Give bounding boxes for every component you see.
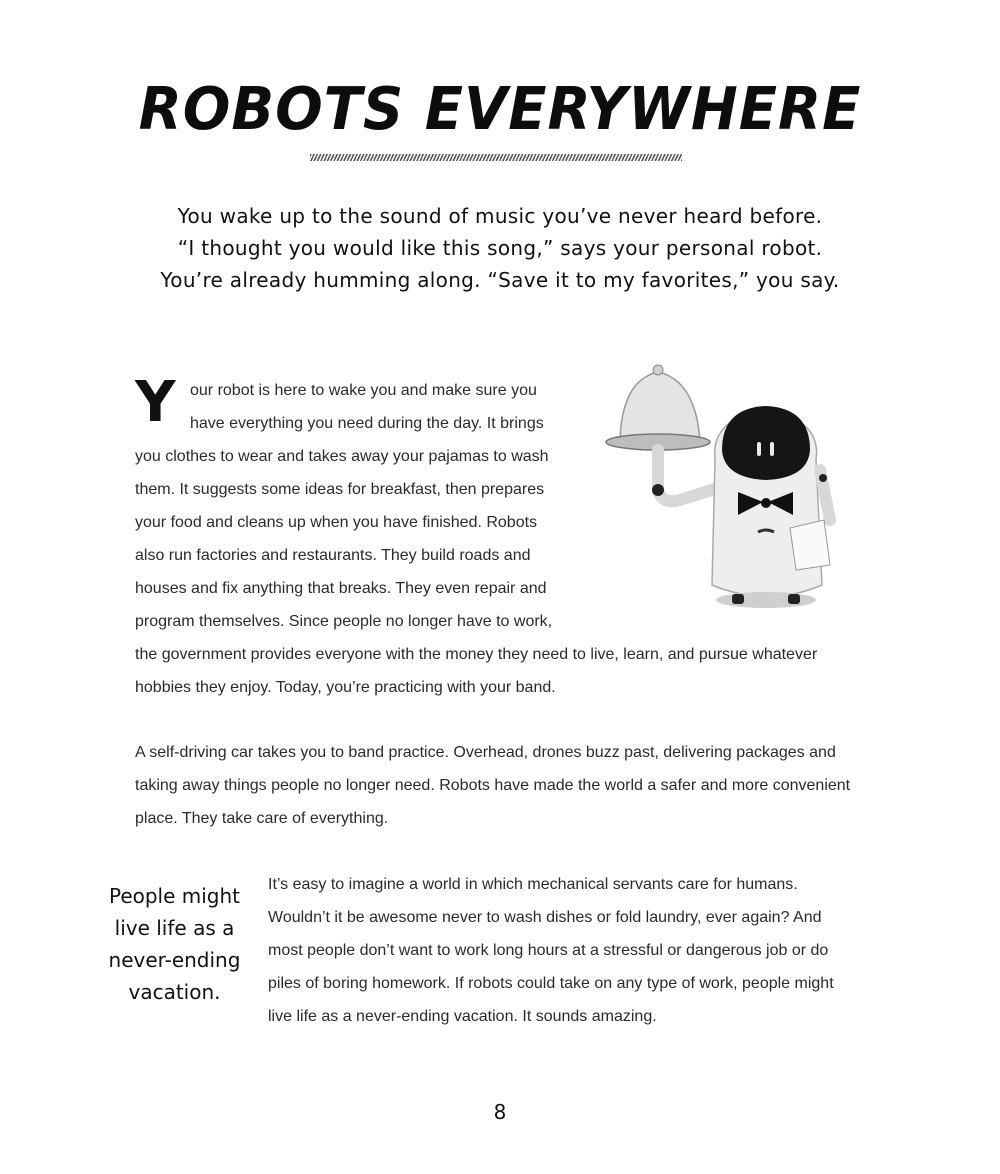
paragraph-2	[135, 736, 875, 835]
paragraph-line: you clothes to wear and takes away your pajamas to wash	[135, 448, 549, 465]
pull-quote	[92, 880, 257, 1008]
paragraph-1	[135, 370, 575, 638]
paragraph-line: place. They take care of everything.	[135, 810, 389, 827]
paragraph-line: also run factories and restaurants. They build roads and	[135, 547, 531, 564]
drop-cap: Y	[135, 370, 176, 435]
page-title: ROBOTS EVERYWHERE	[138, 75, 862, 144]
paragraph-line: A self-driving car takes you to band practice. Overhead, drones buzz past, delivering packages and	[135, 744, 836, 761]
paragraph-line: have everything you need during the day. It brings	[190, 415, 544, 432]
paragraph-line: them. It suggests some ideas for breakfast, then prepares	[135, 481, 545, 498]
page-number: 8	[493, 1100, 507, 1124]
paragraph-line: houses and fix anything that breaks. They even repair and	[135, 580, 547, 597]
paragraph-1-continued	[135, 638, 875, 704]
paragraph-line: the government provides everyone with the money they need to live, learn, and pursue whatever	[135, 646, 818, 663]
paragraph-line: It’s easy to imagine a world in which mechanical servants care for humans.	[268, 876, 798, 893]
pull-quote-line: live life as a	[114, 916, 235, 940]
robot-waiter-illustration	[600, 360, 850, 620]
paragraph-line: taking away things people no longer need. Robots have made the world a safer and more convenient	[135, 777, 851, 794]
paragraph-line: piles of boring homework. If robots could take on any type of work, people might	[268, 975, 834, 992]
pull-quote-line: never-ending	[108, 948, 241, 972]
paragraph-line: your food and cleans up when you have finished. Robots	[135, 514, 538, 531]
pull-quote-line: vacation.	[128, 980, 221, 1004]
paragraph-line: program themselves. Since people no longer have to work,	[135, 613, 553, 630]
intro-line: “I thought you would like this song,” says your personal robot.	[177, 236, 823, 260]
pull-quote-line: People might	[108, 884, 241, 908]
paragraph-line: most people don’t want to work long hours at a stressful or dangerous job or do	[268, 942, 829, 959]
paragraph-line: our robot is here to wake you and make sure you	[190, 382, 537, 399]
intro-line: You’re already humming along. “Save it to my favorites,” you say.	[160, 268, 840, 292]
paragraph-line: hobbies they enjoy. Today, you’re practicing with your band.	[135, 679, 556, 696]
paragraph-line: live life as a never-ending vacation. It sounds amazing.	[268, 1008, 657, 1025]
intro-line: You wake up to the sound of music you’ve never heard before.	[177, 204, 823, 228]
title-underline-divider	[310, 154, 682, 161]
paragraph-3	[268, 868, 858, 1033]
paragraph-line: Wouldn’t it be awesome never to wash dishes or fold laundry, ever again? And	[268, 909, 822, 926]
intro-text	[80, 200, 920, 296]
